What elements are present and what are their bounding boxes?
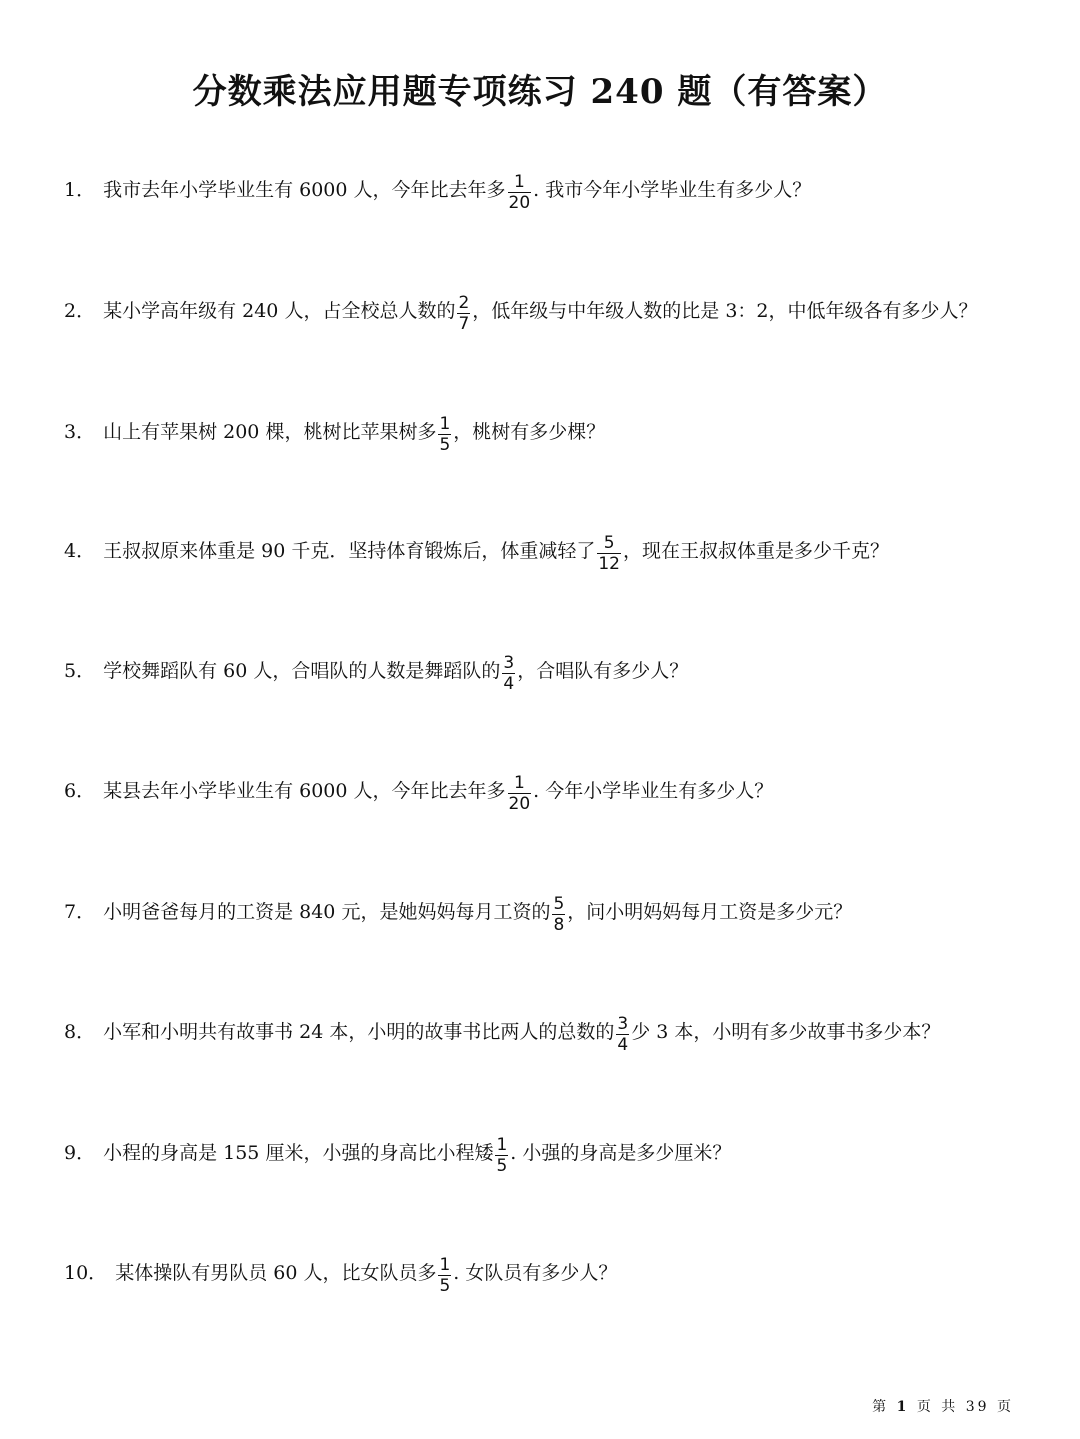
fraction-numerator: 1: [508, 775, 532, 794]
question-text: 我市去年小学毕业生有 6000 人，今年比去年多: [103, 179, 506, 201]
question-text: 某体操队有男队员 60 人，比女队员多: [115, 1262, 437, 1284]
question-number: 6．: [64, 780, 96, 802]
fraction-numerator: 1: [496, 1135, 508, 1155]
fraction-numerator: 2: [458, 293, 470, 313]
fraction-denominator: 4: [617, 1035, 629, 1055]
question-number: 2．: [64, 300, 96, 322]
fraction: [552, 896, 565, 934]
footer-prefix: 第: [872, 1399, 890, 1415]
fraction: [508, 174, 532, 212]
question-item: [64, 653, 1044, 694]
question-text-tail: . 今年小学毕业生有多少人？: [533, 780, 774, 802]
question-number: 1．: [64, 179, 96, 201]
question-text: 山上有苹果树 200 棵，桃树比苹果树多: [103, 421, 437, 443]
question-number: 5．: [64, 660, 96, 682]
question-item: [64, 414, 1044, 455]
question-text-tail: ，合唱队有多少人？: [517, 660, 689, 682]
question-number: 9．: [64, 1142, 96, 1164]
question-text-tail: . 女队员有多少人？: [453, 1262, 618, 1284]
question-item: [64, 1014, 1044, 1055]
question-number: 4．: [64, 540, 96, 562]
question-text: 王叔叔原来体重是 90 千克．坚持体育锻炼后，体重减轻了: [103, 540, 596, 562]
fraction: [438, 416, 451, 454]
fraction-denominator: 8: [553, 915, 565, 935]
fraction-denominator: 20: [508, 794, 531, 814]
fraction: [616, 1016, 629, 1054]
current-page-number: 1: [896, 1399, 910, 1415]
question-item: [64, 1255, 1044, 1296]
fraction: [457, 295, 470, 333]
question-number: 10．: [64, 1262, 108, 1284]
question-text: 某县去年小学毕业生有 6000 人，今年比去年多: [103, 780, 506, 802]
page-footer: [872, 1396, 1014, 1416]
total-page-number: 39: [965, 1399, 990, 1415]
fraction-numerator: 1: [439, 414, 451, 434]
fraction-numerator: 5: [553, 894, 565, 914]
footer-middle: 页 共: [916, 1399, 959, 1415]
fraction: [502, 655, 515, 693]
question-text-tail: . 我市今年小学毕业生有多少人？: [533, 179, 812, 201]
question-text: 学校舞蹈队有 60 人，合唱队的人数是舞蹈队的: [103, 660, 501, 682]
question-item: [64, 293, 1044, 334]
fraction-denominator: 5: [439, 435, 451, 455]
fraction-denominator: 20: [508, 193, 531, 213]
question-text: 小程的身高是 155 厘米，小强的身高比小程矮: [103, 1142, 494, 1164]
question-item: [64, 773, 1044, 814]
fraction-denominator: 5: [439, 1276, 451, 1296]
fraction-denominator: 7: [458, 314, 470, 334]
question-text-tail: ，低年级与中年级人数的比是 3：2，中低年级各有多少人？: [472, 300, 978, 322]
question-item: [64, 533, 1044, 574]
question-item: [64, 172, 1044, 213]
fraction: [508, 775, 532, 813]
question-item: [64, 894, 1044, 935]
fraction: [438, 1257, 451, 1295]
question-text-tail: ，现在王叔叔体重是多少千克？: [623, 540, 890, 562]
question-text: 某小学高年级有 240 人，占全校总人数的: [103, 300, 456, 322]
question-number: 3．: [64, 421, 96, 443]
fraction-denominator: 4: [503, 674, 515, 694]
question-text: 小军和小明共有故事书 24 本，小明的故事书比两人的总数的: [103, 1021, 615, 1043]
question-text-tail: ，桃树有多少棵？: [453, 421, 606, 443]
document-title: 分数乘法应用题专项练习 240 题（有答案）: [192, 72, 888, 112]
question-number: 8．: [64, 1021, 96, 1043]
fraction-numerator: 1: [508, 174, 532, 193]
question-text-tail: 少 3 本，小明有多少故事书多少本？: [631, 1021, 941, 1043]
fraction-denominator: 5: [496, 1156, 508, 1176]
fraction-denominator: 12: [598, 554, 620, 574]
fraction-numerator: 3: [503, 653, 515, 673]
question-text-tail: ，问小明妈妈每月工资是多少元？: [567, 901, 853, 923]
question-text-tail: . 小强的身高是多少厘米？: [510, 1142, 732, 1164]
question-text: 小明爸爸每月的工资是 840 元，是她妈妈每月工资的: [103, 901, 551, 923]
footer-suffix: 页: [997, 1399, 1014, 1415]
fraction-numerator: 1: [439, 1255, 451, 1275]
fraction: [597, 535, 621, 573]
fraction-numerator: 3: [617, 1014, 629, 1034]
question-number: 7．: [64, 901, 96, 923]
fraction-numerator: 5: [597, 535, 621, 554]
fraction: [495, 1137, 508, 1175]
question-item: [64, 1135, 1044, 1176]
